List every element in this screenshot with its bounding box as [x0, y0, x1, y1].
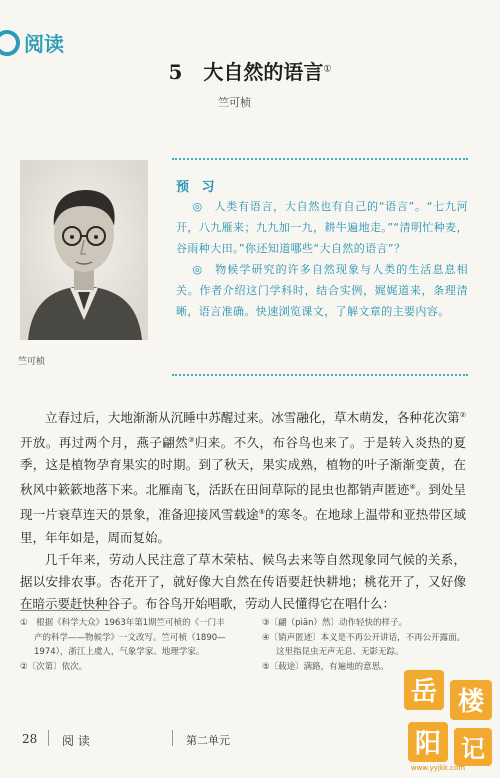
- lesson-number: 5: [168, 60, 183, 84]
- section-badge-icon: [0, 30, 20, 56]
- lesson-title-text: 大自然的语言: [203, 60, 324, 84]
- preview-top-divider: [172, 158, 468, 160]
- footnote: ① 根据《科学大众》1963年第1期竺可桢的《一门丰产的科学——物候学》一文改写。竺可桢（1890—1974），浙江上虞人，气象学家、地理学家。: [20, 618, 226, 657]
- footnote-mark: ⑤: [258, 508, 266, 517]
- footnote: ⑤〔载途〕满路，有遍地的意思。: [262, 661, 389, 672]
- footer-unit: 第二单元: [186, 734, 230, 747]
- footnotes-left: [20, 616, 232, 674]
- watermark-logo: [398, 664, 498, 774]
- footnote-mark: ②: [459, 411, 466, 419]
- svg-text:阳: 阳: [414, 729, 442, 759]
- page-number: 28: [22, 732, 38, 746]
- footnote-mark: ④: [409, 483, 416, 492]
- watermark-logo-icon: [398, 664, 498, 774]
- author-name: 竺可桢: [218, 96, 251, 109]
- footer-section: 阅 读: [62, 734, 90, 748]
- portrait-caption: 竺可桢: [18, 357, 46, 367]
- footnote-mark: ③: [188, 436, 195, 445]
- footer-separator: [48, 730, 49, 746]
- footnote: ④〔销声匿迹〕本义是不再公开讲话，不再公开露面。这里指昆虫无声无息、无影无踪。: [262, 632, 466, 657]
- main-text: [20, 404, 466, 615]
- svg-text:岳: 岳: [410, 677, 438, 707]
- body-text: 立春过后，大地渐渐从沉睡中苏醒过来。冰雪融化，草木萌发，各种花次第: [45, 410, 460, 426]
- portrait-illustration: [20, 160, 148, 340]
- svg-text:记: 记: [461, 735, 485, 763]
- preview-paragraph: ◎ 人类有语言，大自然也有自己的“语言”。“七九河开，八九雁来；九九加一九，耕牛遍地走。”“清明忙种麦，谷雨种大田。”你还知道哪些“大自然的语言”？: [176, 200, 468, 255]
- svg-text:楼: 楼: [457, 687, 485, 717]
- body-text: 归来。不久，布谷鸟也来了。于是转入炎热的夏季，这是植物孕育果实的时期。到了秋天，果实成熟，植物的叶子渐渐变黄，在秋风中簌簌地落下来。北雁南飞，活跃在田间草际的昆虫也都销声匿迹: [20, 435, 466, 498]
- body-paragraph: [20, 404, 466, 549]
- preview-body: [176, 196, 468, 322]
- body-paragraph: 几千年来，劳动人民注意了草木荣枯、候鸟去来等自然现象同气候的关系，据以安排农事。杏花开了，就好像大自然在传语要赶快耕地；桃花开了，又好像在暗示要赶快种谷子。布谷鸟开始唱歌，劳动人民懂得它在唱什么：: [20, 551, 466, 611]
- footnote: ②〔次第〕依次。: [20, 661, 88, 672]
- portrait-image: [20, 160, 148, 340]
- preview-title: 预 习: [176, 180, 219, 195]
- lesson-title: [0, 56, 500, 85]
- footnote: ③〔翩（piān）然〕动作轻快的样子。: [262, 618, 407, 628]
- body-text: 开放。再过两个月，燕子翩然: [20, 435, 189, 451]
- title-note-mark: ①: [323, 64, 332, 75]
- section-label: 阅读: [24, 32, 64, 56]
- body-text: 的寒冬。在地球上温带和亚热带区域里，年年如是，周而复始。: [20, 507, 466, 545]
- body-text: 。到处呈现一片衰草连天的景象，准备迎接风雪载途: [20, 482, 466, 523]
- preview-paragraph: ◎ 物候学研究的许多自然现象与人类的生活息息相关。作者介绍这门学科时，结合实例，娓娓道来，条理清晰，语言准确。快速浏览课文，了解文章的主要内容。: [176, 263, 468, 318]
- svg-text:www.yyjkk.com: www.yyjkk.com: [410, 764, 466, 772]
- footnote-rule: [20, 610, 110, 611]
- footer-separator: [172, 730, 173, 746]
- preview-bottom-divider: [172, 374, 468, 376]
